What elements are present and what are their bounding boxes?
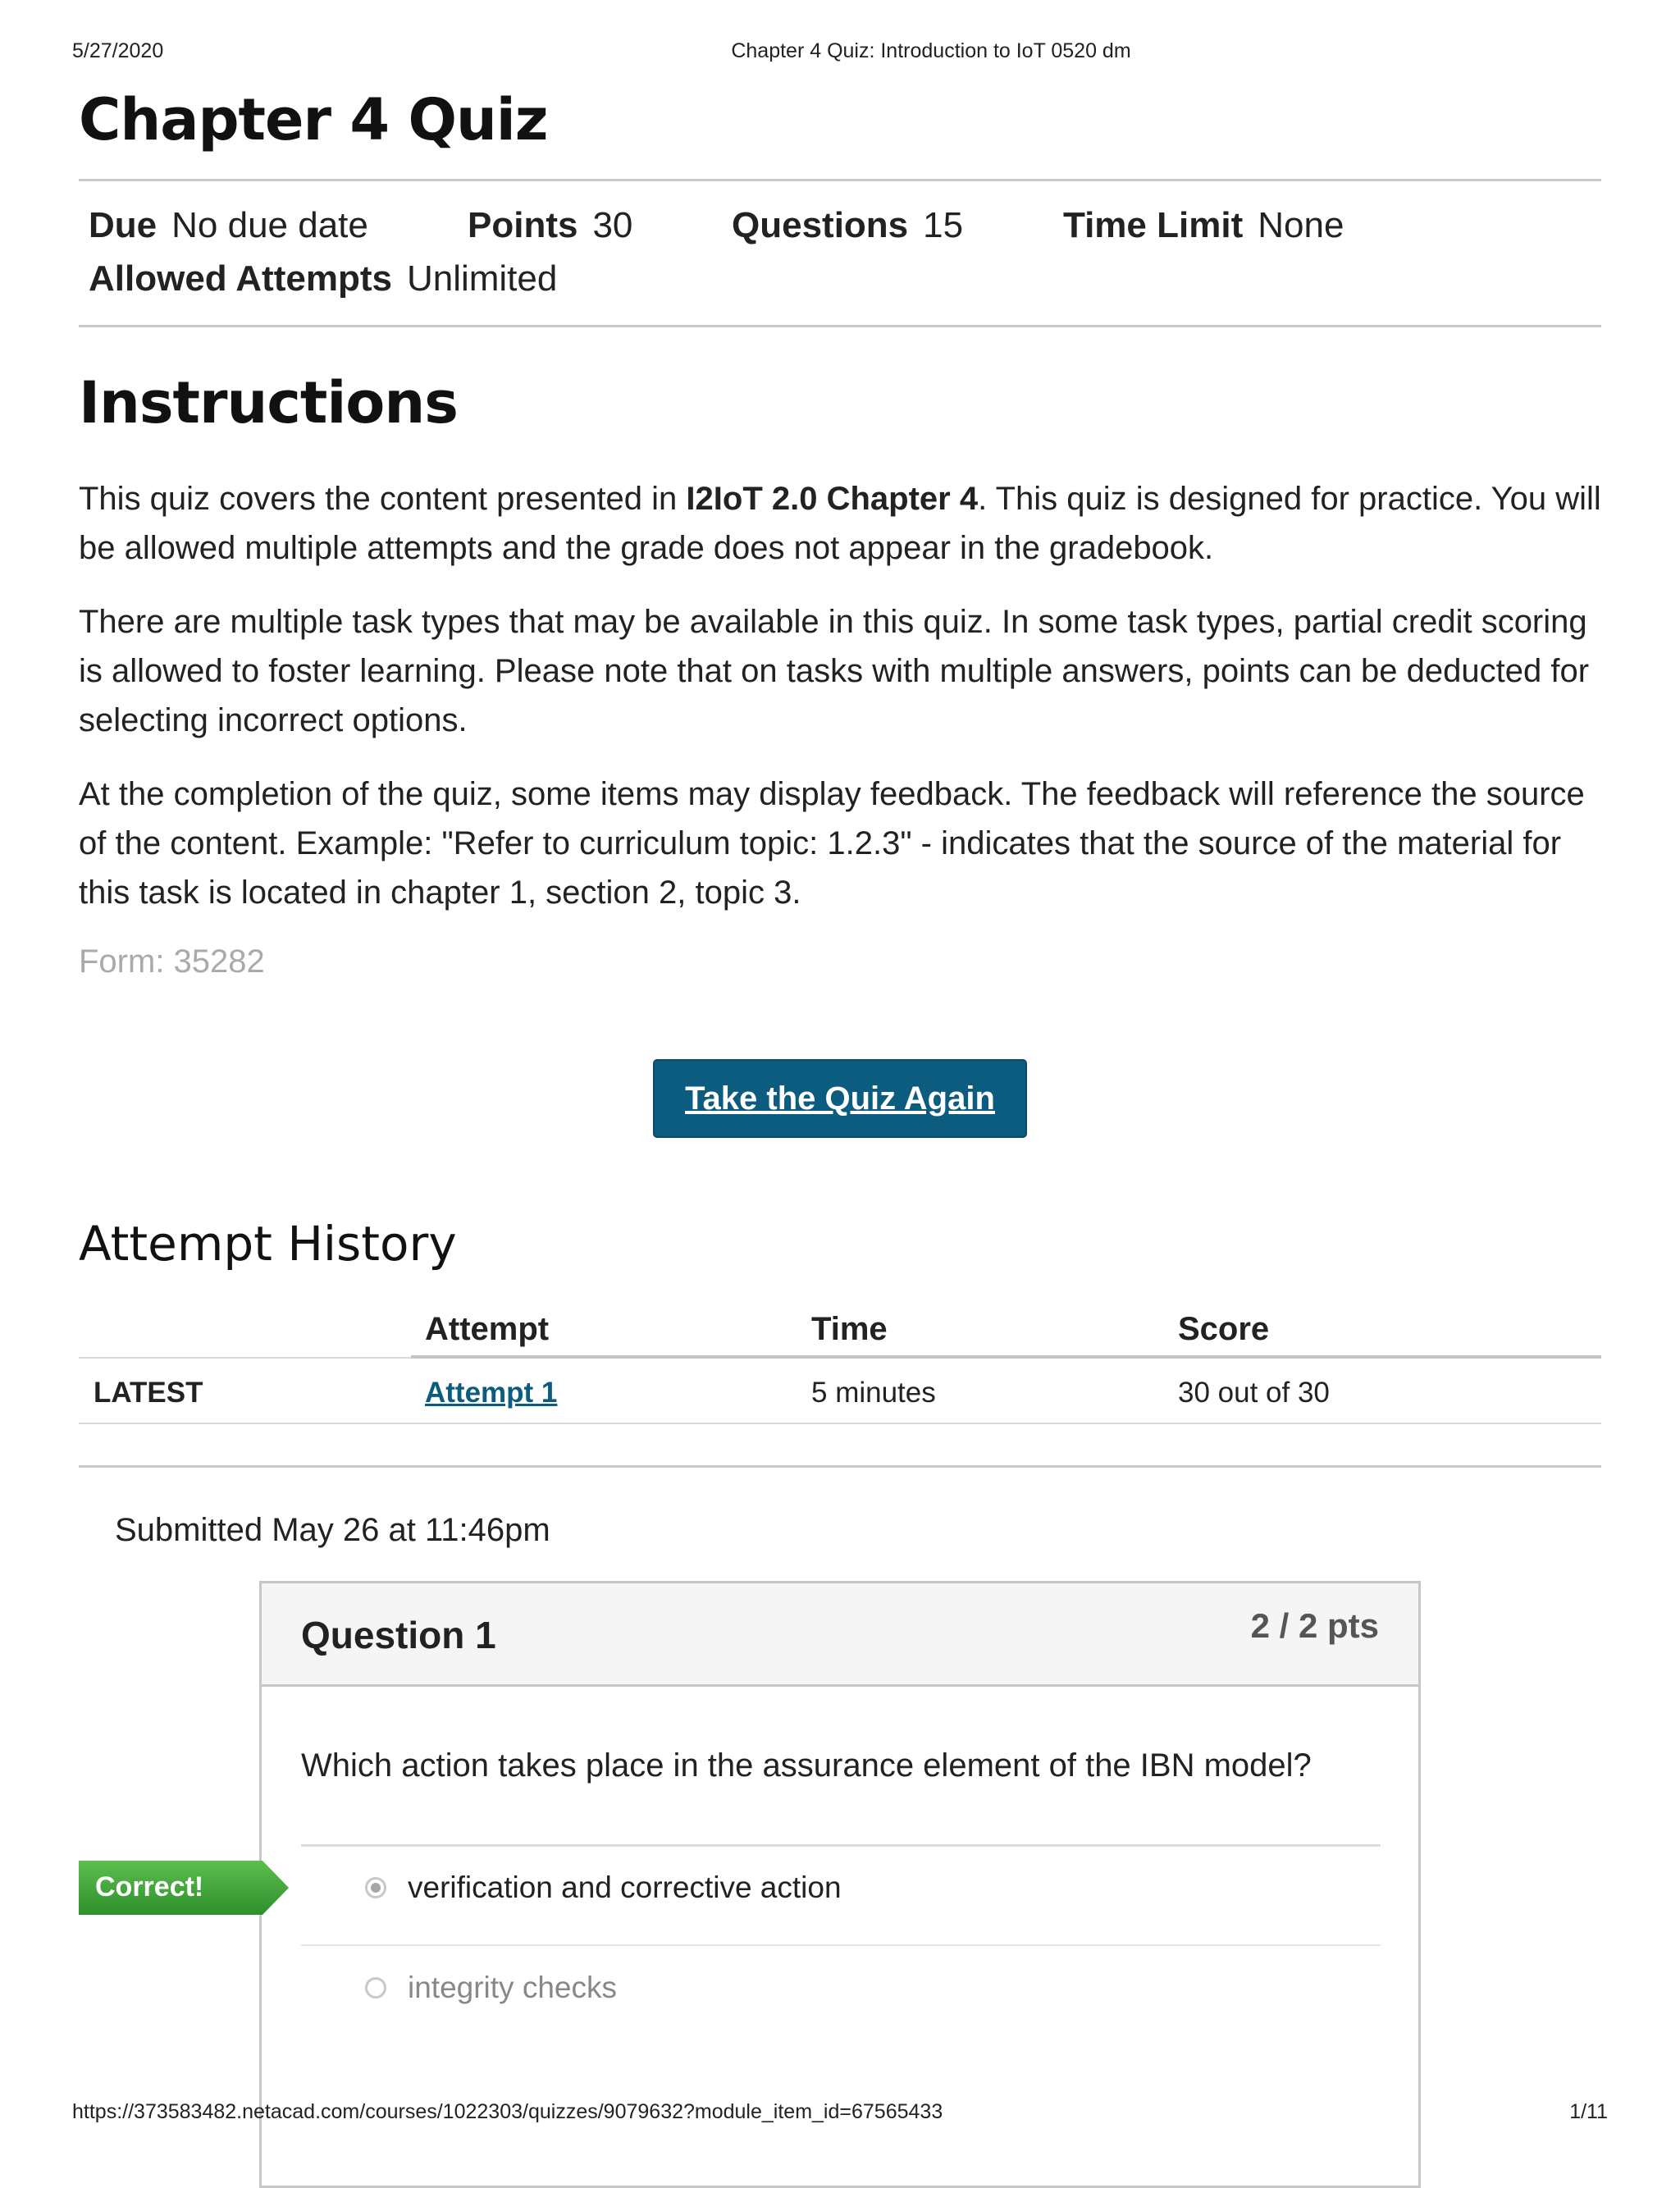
meta-allowed-attempts bbox=[89, 258, 557, 299]
table-header-time: Time bbox=[811, 1311, 888, 1347]
question-text: Which action takes place in the assurance element of the IBN model? bbox=[301, 1747, 1312, 1784]
table-header-score: Score bbox=[1178, 1311, 1270, 1347]
answer-divider bbox=[301, 1944, 1381, 1946]
print-page-title: Chapter 4 Quiz: Introduction to IoT 0520 dm bbox=[731, 39, 1131, 62]
instructions-paragraph-2: There are multiple task types that may be available in this quiz. In some task types, partial credit scoring is allowed to foster learning. Please note that on tasks with multiple answers, points can be deducted for selecting incorrect options. bbox=[79, 604, 1590, 738]
answer-option-text: verification and corrective action bbox=[408, 1871, 842, 1904]
answer-option[interactable] bbox=[365, 1971, 617, 2005]
instructions-paragraph-3: At the completion of the quiz, some items may display feedback. The feedback will reference the source of the content. Example: "Refer to curriculum topic: 1.2.3" - indicates that the source of the material for this task is located in chapter 1, section 2, topic 3. bbox=[79, 776, 1585, 911]
meta-divider bbox=[79, 325, 1601, 327]
meta-points-label: Points bbox=[468, 205, 578, 245]
attempt-score: 30 out of 30 bbox=[1178, 1377, 1330, 1409]
title-divider bbox=[79, 179, 1601, 181]
radio-selected-icon[interactable] bbox=[365, 1877, 386, 1898]
meta-questions-value: 15 bbox=[923, 205, 964, 245]
attempt-time: 5 minutes bbox=[811, 1377, 936, 1409]
correct-answer-tag bbox=[79, 1861, 289, 1915]
meta-due bbox=[89, 205, 368, 246]
row-latest-label: LATEST bbox=[94, 1377, 203, 1409]
question-label: Question 1 bbox=[301, 1614, 496, 1656]
instructions-title: Instructions bbox=[79, 369, 458, 436]
table-row-rule bbox=[79, 1423, 1601, 1424]
correct-tag-label: Correct! bbox=[95, 1871, 204, 1903]
print-date: 5/27/2020 bbox=[72, 39, 164, 62]
print-url: https://373583482.netacad.com/courses/1022303/quizzes/9079632?module_item_id=67565433 bbox=[72, 2100, 943, 2123]
meta-points bbox=[468, 205, 632, 246]
attempt-history-title: Attempt History bbox=[79, 1216, 457, 1272]
question-card bbox=[259, 1581, 1421, 2188]
meta-time-limit bbox=[1063, 205, 1344, 246]
answer-option[interactable] bbox=[365, 1871, 842, 1905]
meta-due-label: Due bbox=[89, 205, 158, 245]
attempt-1-link[interactable]: Attempt 1 bbox=[425, 1377, 558, 1409]
radio-unselected-icon[interactable] bbox=[365, 1977, 386, 1998]
instructions-p1-chapter: I2IoT 2.0 Chapter 4 bbox=[686, 481, 979, 517]
take-quiz-again-button[interactable]: Take the Quiz Again bbox=[653, 1059, 1027, 1138]
meta-due-value: No due date bbox=[171, 205, 368, 245]
meta-questions-label: Questions bbox=[732, 205, 909, 245]
meta-attempts-value: Unlimited bbox=[406, 258, 558, 299]
instructions-paragraph-1 bbox=[79, 474, 1613, 573]
instructions-p1-intro: This quiz covers the content presented in bbox=[79, 481, 687, 517]
form-id: Form: 35282 bbox=[79, 943, 265, 980]
instructions-p1-rest: . This quiz is designed for practice. You will be allowed multiple attempts and the grade does not appear in the gradebook. bbox=[79, 481, 1601, 566]
answers-divider bbox=[301, 1844, 1381, 1847]
question-header bbox=[262, 1583, 1418, 1687]
question-points: 2 / 2 pts bbox=[1250, 1606, 1379, 1645]
meta-time-limit-label: Time Limit bbox=[1063, 205, 1244, 245]
meta-questions bbox=[732, 205, 963, 246]
answer-option-text: integrity checks bbox=[408, 1971, 617, 2004]
meta-attempts-label: Allowed Attempts bbox=[89, 258, 392, 299]
quiz-title: Chapter 4 Quiz bbox=[79, 86, 548, 153]
table-header-attempt: Attempt bbox=[425, 1311, 550, 1347]
meta-time-limit-value: None bbox=[1258, 205, 1344, 245]
meta-points-value: 30 bbox=[592, 205, 633, 245]
submitted-timestamp: Submitted May 26 at 11:46pm bbox=[115, 1512, 550, 1548]
print-page-number: 1/11 bbox=[1569, 2100, 1608, 2123]
submission-divider bbox=[79, 1465, 1601, 1468]
